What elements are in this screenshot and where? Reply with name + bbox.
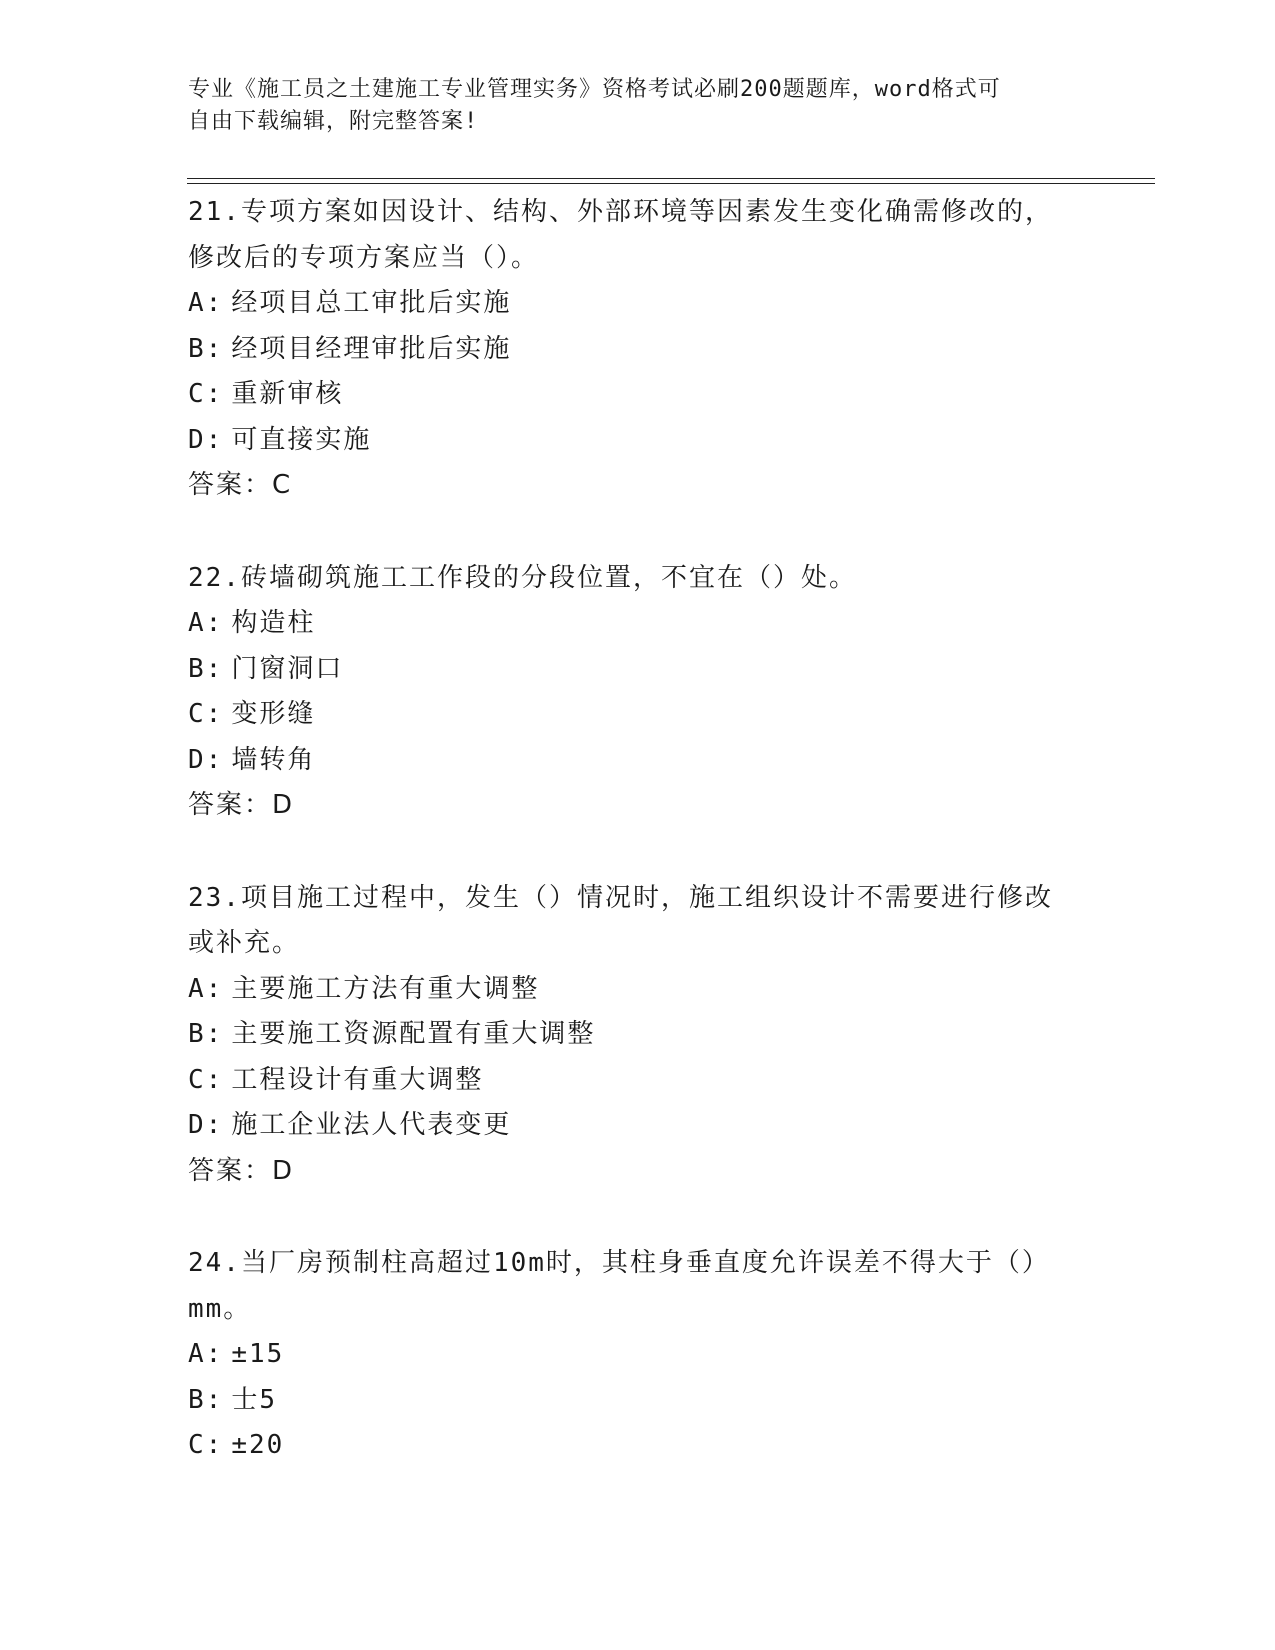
- option-text: 经项目经理审批后实施: [231, 333, 512, 364]
- option-d: [188, 738, 1088, 784]
- option-letter: A:: [188, 1339, 224, 1369]
- option-text: 施工企业法人代表变更: [231, 1110, 512, 1140]
- document-header: [188, 74, 1088, 138]
- option-c: [188, 692, 1088, 738]
- header-line-1: 专业《施工员之土建施工专业管理实务》资格考试必刷200题题库，word格式可: [188, 77, 1001, 102]
- option-b: [188, 327, 1088, 373]
- option-c: [188, 372, 1088, 418]
- option-text: ±20: [231, 1430, 285, 1460]
- option-letter: B:: [188, 653, 224, 684]
- answer-label: 答案：: [188, 470, 273, 500]
- option-text: 门窗洞口: [231, 653, 344, 684]
- question-text-line-1: 当厂房预制柱高超过10m时，其柱身垂直度允许误差不得大于（）: [240, 1248, 1050, 1278]
- question-text-line-1: 砖墙砌筑施工工作段的分段位置，不宜在（）处。: [240, 562, 857, 593]
- option-letter: A:: [188, 288, 224, 318]
- answer-line: [188, 463, 1088, 509]
- question-text-line-2: mm。: [188, 1293, 252, 1324]
- option-letter: C:: [188, 1430, 224, 1460]
- question-text-line-1: 项目施工过程中，发生（）情况时，施工组织设计不需要进行修改: [240, 882, 1053, 913]
- question-text: [188, 190, 1088, 236]
- option-text: 经项目总工审批后实施: [231, 288, 512, 318]
- option-letter: C:: [188, 699, 224, 729]
- question-text: [188, 556, 1088, 602]
- header-divider-bottom: [187, 183, 1155, 184]
- option-letter: B:: [188, 333, 224, 364]
- question-number: 24.: [188, 1248, 241, 1278]
- answer-line: [188, 783, 1088, 829]
- option-b: [188, 647, 1088, 693]
- answer-label: 答案：: [188, 1155, 273, 1186]
- answer-label: 答案：: [188, 790, 273, 820]
- question-text: [188, 876, 1088, 922]
- option-text: 士5: [231, 1384, 277, 1415]
- option-letter: A:: [188, 608, 224, 638]
- option-text: 变形缝: [231, 699, 316, 729]
- option-text: 可直接实施: [231, 424, 372, 455]
- option-b: [188, 1378, 1088, 1424]
- option-text: ±15: [231, 1339, 285, 1369]
- option-text: 重新审核: [231, 379, 344, 409]
- header-divider-top: [187, 178, 1155, 179]
- option-letter: D:: [188, 1110, 224, 1140]
- option-a: [188, 1332, 1088, 1378]
- option-d: [188, 1103, 1088, 1149]
- option-c: [188, 1423, 1088, 1469]
- question-22: [188, 556, 1088, 829]
- question-text: [188, 1241, 1088, 1287]
- option-a: [188, 967, 1088, 1013]
- option-text: 墙转角: [231, 744, 316, 775]
- option-a: [188, 281, 1088, 327]
- answer-value: C: [272, 470, 292, 500]
- option-text: 主要施工资源配置有重大调整: [231, 1019, 596, 1049]
- answer-line: [188, 1149, 1088, 1195]
- option-letter: A:: [188, 973, 224, 1004]
- header-line-2: 自由下载编辑，附完整答案!: [188, 109, 479, 134]
- option-letter: B:: [188, 1384, 224, 1415]
- option-b: [188, 1012, 1088, 1058]
- option-letter: D:: [188, 744, 224, 775]
- question-text-line-2: 修改后的专项方案应当（）。: [188, 242, 540, 273]
- option-letter: D:: [188, 424, 224, 455]
- question-number: 21.: [188, 197, 241, 227]
- option-text: 工程设计有重大调整: [231, 1064, 484, 1095]
- question-text-line-2: 或补充。: [188, 928, 301, 958]
- question-24: [188, 1241, 1088, 1469]
- option-letter: B:: [188, 1019, 224, 1049]
- option-letter: C:: [188, 1064, 224, 1095]
- option-text: 构造柱: [231, 608, 316, 638]
- option-d: [188, 418, 1088, 464]
- question-number: 23.: [188, 882, 241, 913]
- option-text: 主要施工方法有重大调整: [231, 973, 540, 1004]
- answer-value: D: [272, 1155, 294, 1186]
- question-list: [188, 190, 1088, 1516]
- option-c: [188, 1058, 1088, 1104]
- question-21: [188, 190, 1088, 509]
- question-text-line-1: 专项方案如因设计、结构、外部环境等因素发生变化确需修改的，: [240, 197, 1053, 227]
- question-23: [188, 876, 1088, 1195]
- option-letter: C:: [188, 379, 224, 409]
- question-number: 22.: [188, 562, 241, 593]
- answer-value: D: [272, 790, 294, 820]
- option-a: [188, 601, 1088, 647]
